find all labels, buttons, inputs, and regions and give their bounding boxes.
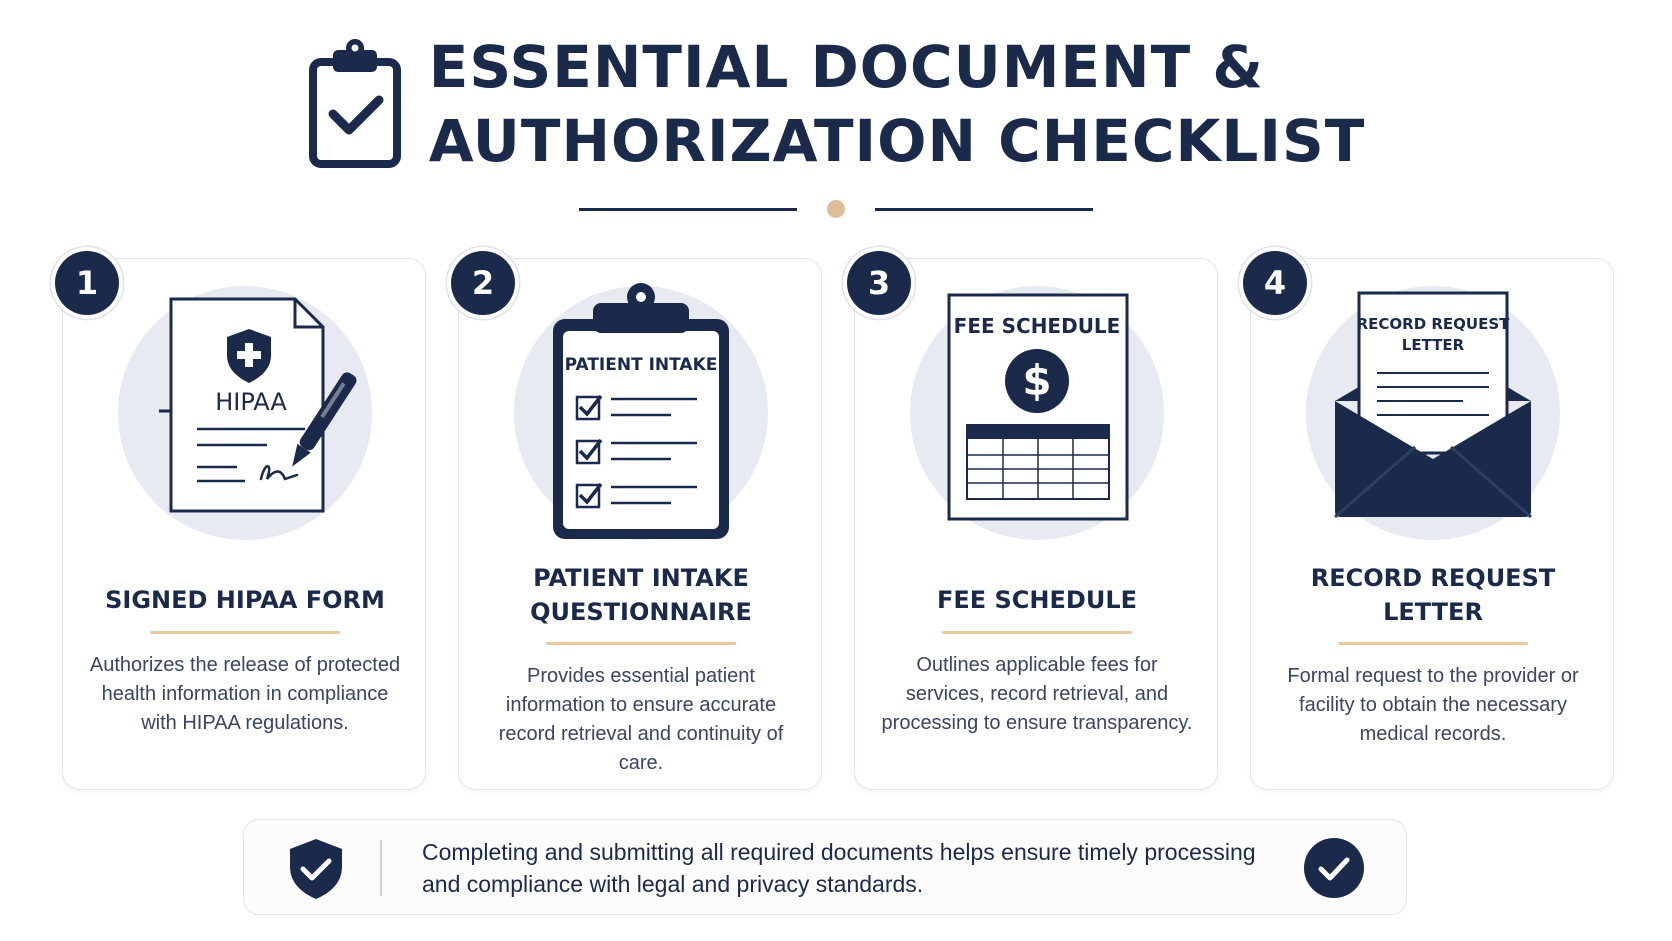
title-line-2: AUTHORIZATION CHECKLIST xyxy=(428,107,1366,175)
letter-label-line-1: RECORD REQUEST xyxy=(1356,315,1510,333)
check-circle-icon xyxy=(1304,838,1364,898)
envelope-letter-icon xyxy=(1303,283,1563,543)
card-fee-schedule xyxy=(854,258,1218,790)
fee-schedule-document-icon xyxy=(907,283,1167,543)
card-description: Formal request to the provider or facility to obtain the necessary medical records. xyxy=(1287,665,1579,745)
divider-line-left xyxy=(579,208,797,211)
title-divider xyxy=(0,200,1672,218)
step-badge-3: 3 xyxy=(847,251,911,315)
title-accent xyxy=(546,642,736,645)
card-hipaa-form xyxy=(62,258,426,790)
card-description: Outlines applicable fees for services, record retrieval, and processing to ensure transparency. xyxy=(881,654,1193,734)
shield-check-icon xyxy=(286,837,346,901)
footer-separator xyxy=(380,840,382,896)
dollar-symbol: $ xyxy=(1022,356,1052,405)
intake-clipboard-icon xyxy=(511,283,771,543)
card-title: SIGNED HIPAA FORM xyxy=(105,586,385,614)
title-accent xyxy=(942,631,1132,634)
fee-schedule-label: FEE SCHEDULE xyxy=(953,314,1121,338)
header xyxy=(0,30,1672,178)
intake-label: PATIENT INTAKE xyxy=(564,355,718,375)
title-accent xyxy=(150,631,340,634)
title-accent xyxy=(1338,642,1528,645)
footer-note xyxy=(243,819,1407,915)
hipaa-form-pen-icon xyxy=(115,283,375,543)
divider-line-right xyxy=(875,208,1093,211)
hipaa-label: HIPAA xyxy=(215,388,287,416)
card-description: Provides essential patient information to ensure accurate record retrieval and continuity of care. xyxy=(498,665,784,774)
step-badge-4: 4 xyxy=(1243,251,1307,315)
card-title: RECORD REQUEST LETTER xyxy=(1310,564,1556,626)
card-title: FEE SCHEDULE xyxy=(936,586,1137,614)
letter-label-line-2: LETTER xyxy=(1401,336,1465,354)
card-description: Authorizes the release of protected health information in compliance with HIPAA regulations. xyxy=(89,654,401,734)
card-title: PATIENT INTAKE QUESTIONNAIRE xyxy=(530,564,752,626)
card-record-request xyxy=(1250,258,1614,790)
footer-text: Completing and submitting all required documents helps ensure timely processing and compliance with legal and privacy standards. xyxy=(422,839,1256,897)
card-intake-questionnaire xyxy=(458,258,822,790)
clipboard-check-icon xyxy=(307,34,407,174)
step-badge-1: 1 xyxy=(55,251,119,315)
divider-dot xyxy=(827,200,845,218)
step-badge-2: 2 xyxy=(451,251,515,315)
page-title xyxy=(429,30,1366,178)
title-line-1: ESSENTIAL DOCUMENT & xyxy=(428,33,1264,101)
